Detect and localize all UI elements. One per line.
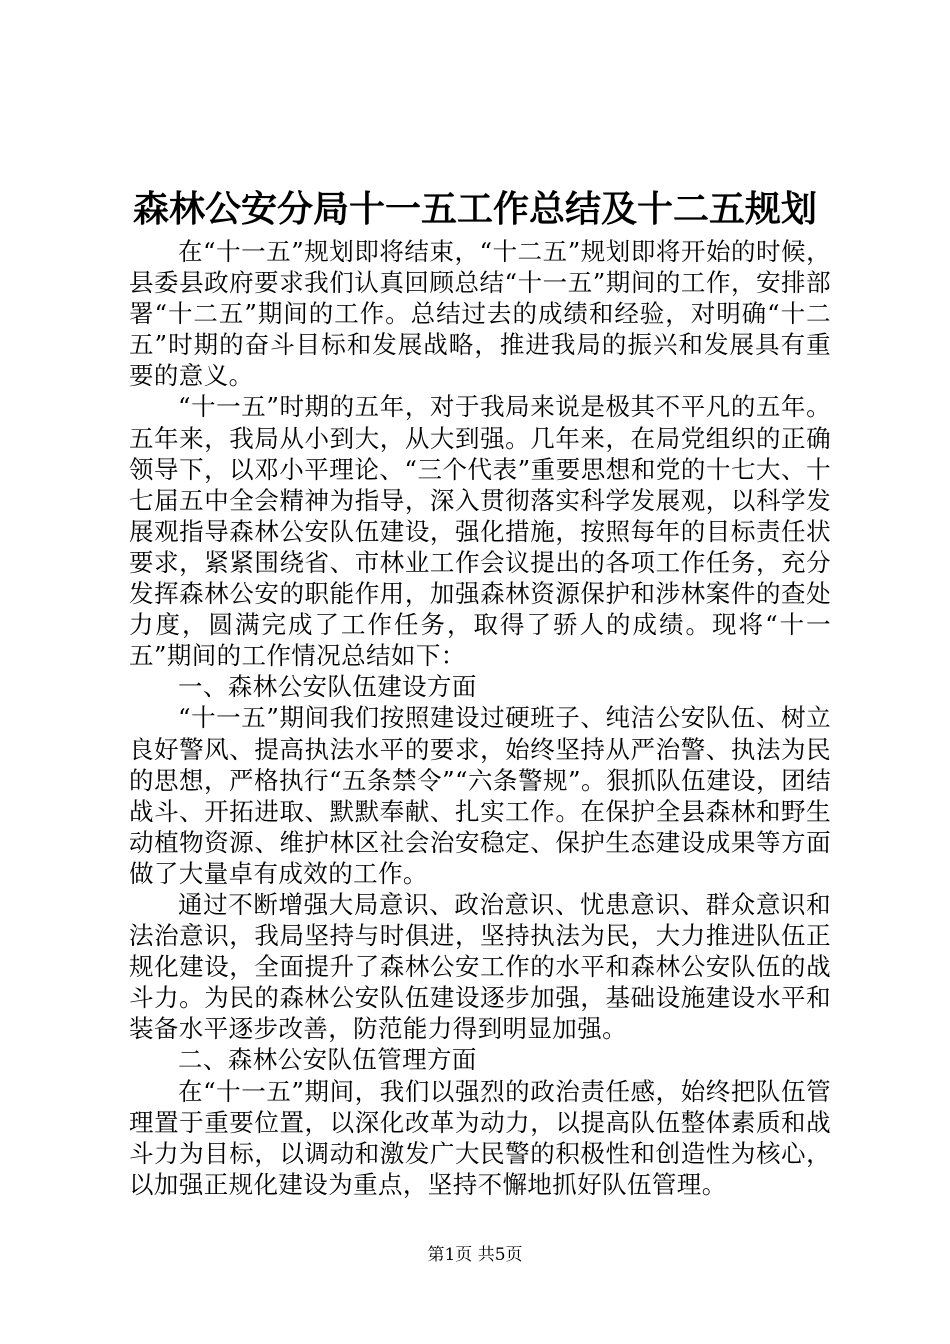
page-number-footer: 第1页 共5页: [427, 1245, 523, 1265]
paragraph-team-building-1: “十一五”期间我们按照建设过硬班子、纯洁公安队伍、树立良好警风、提高执法水平的要求，始终坚持从严治警、执法为民的思想，严格执行“五条禁令”“六条警规”。狠抓队伍建设，团结战斗、开拓进取、默默奉献、扎实工作。在保护全县森林和野生动植物资源、维护林区社会治安稳定、保护生态建设成果等方面做了大量卓有成效的工作。: [129, 703, 831, 888]
section-heading-team-building: 一、森林公安队伍建设方面: [178, 672, 477, 702]
paragraph-team-building-2: 通过不断增强大局意识、政治意识、忧患意识、群众意识和法治意识，我局坚持与时俱进，坚持执法为民，大力推进队伍正规化建设，全面提升了森林公安工作的水平和森林公安队伍的战斗力。为民的森林公安队伍建设逐步加强，基础设施建设水平和装备水平逐步改善，防范能力得到明显加强。: [129, 889, 831, 1044]
paragraph-intro: 在“十一五”规划即将结束，“十二五”规划即将开始的时候，县委县政府要求我们认真回顾总结“十一五”期间的工作，安排部署“十二五”期间的工作。总结过去的成绩和经验，对明确“十二五”时期的奋斗目标和发展战略，推进我局的振兴和发展具有重要的意义。: [129, 237, 831, 391]
section-heading-team-management: 二、森林公安队伍管理方面: [178, 1045, 477, 1075]
document-body: [129, 236, 831, 1200]
document-title: 森林公安分局十一五工作总结及十二五规划: [132, 188, 817, 230]
paragraph-team-management-1: 在“十一五”期间，我们以强烈的政治责任感，始终把队伍管理置于重要位置，以深化改革为动力，以提高队伍整体素质和战斗力为目标，以调动和激发广大民警的积极性和创造性为核心，以加强正规化建设为重点，坚持不懈地抓好队伍管理。: [129, 1076, 831, 1199]
paragraph-overview: “十一五”时期的五年，对于我局来说是极其不平凡的五年。五年来，我局从小到大，从大到强。几年来，在局党组织的正确领导下，以邓小平理论、“三个代表”重要思想和党的十七大、十七届五中全会精神为指导，深入贯彻落实科学发展观，以科学发展观指导森林公安队伍建设，强化措施，按照每年的目标责任状要求，紧紧围绕省、市林业工作会议提出的各项工作任务，充分发挥森林公安的职能作用，加强森林资源保护和涉林案件的查处力度，圆满完成了工作任务，取得了骄人的成绩。现将“十一五”期间的工作情况总结如下：: [129, 392, 831, 671]
